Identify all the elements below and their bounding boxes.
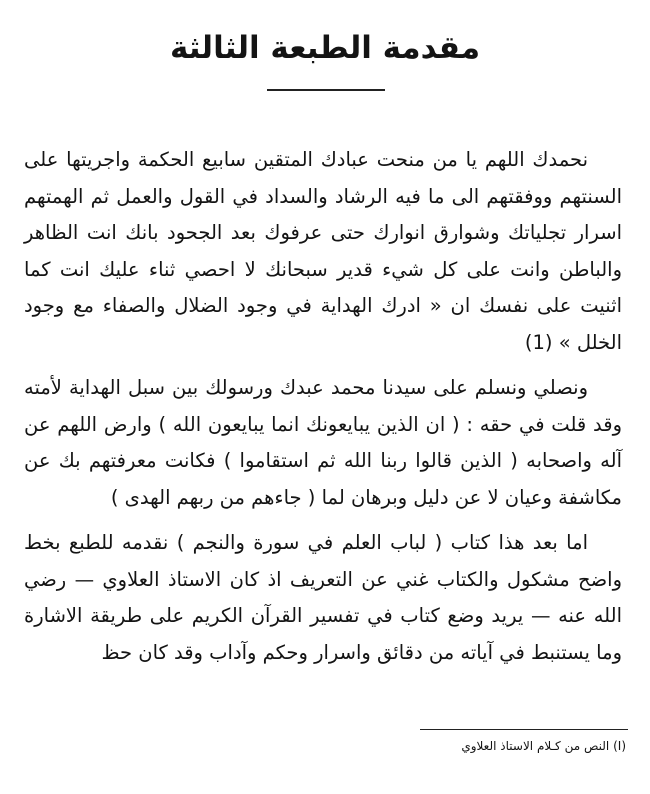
title-underline [267,89,385,91]
paragraph-3: اما بعد هذا كتاب ( لباب العلم في سورة والنجم ) نقدمه للطبع بخط واضح مشكول والكتاب غني عن التعريف اذ كان الاستاذ العلاوي — رضي الله عنه — يريد وضع كتاب في تفسير القرآن الكريم على طريقة الاشارة وما يستنبط في آياته من دقائق واسرار وحكم وآداب وقد كان حظ [24,531,622,664]
paragraph-1: نحمدك اللهم يا من منحت عبادك المتقين سابيع الحكمة واجريتها على السنتهم ووفقتهم الى ما فيه الرشاد والسداد في القول والعمل ثم الهمتهم اسرار تجلياتك وشوارق انوارك حتى عرفوك بعد الجحود بانك انت الظاهر والباطن وانت على كل شيء قدير سبحانك لا احصي ثناء عليك انت كما اثنيت على نفسك ان « ادرك الهداية في وجود الضلال والصفاء مع وجود الخلل » (1) [24,148,622,354]
body-text [24,142,622,671]
footnote: (I) النص من كـلام الاستاذ العلاوي [461,739,626,753]
paragraph-2: ونصلي ونسلم على سيدنا محمد عبدك ورسولك بين سبل الهداية لأمته وقد قلت في حقه : ( ان الذين يبايعونك انما يبايعون الله ) وارض اللهم عن آله واصحابه ( الذين قالوا ربنا الله ثم استقاموا ) فكانت معرفتهم بك عن مكاشفة وعيان لا عن دليل وبرهان لما ( جاءهم من ربهم الهدى ) [24,376,622,509]
footnote-divider [420,729,628,730]
page-title: مقدمة الطبعة الثالثة [169,30,481,66]
